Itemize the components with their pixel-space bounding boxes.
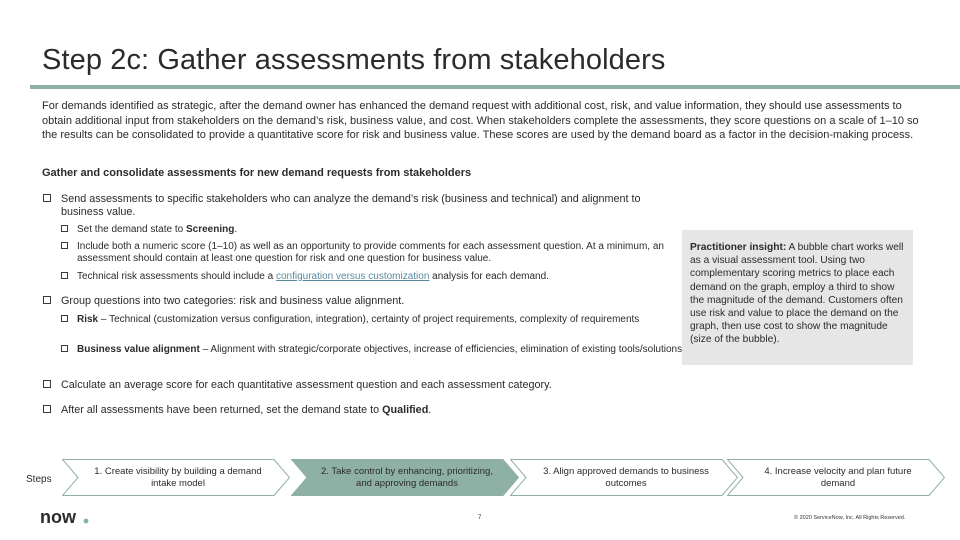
bullet-text xyxy=(43,404,743,417)
step-chevron-3[interactable] xyxy=(510,459,738,496)
step-chevron-2[interactable] xyxy=(291,459,519,496)
bold-state-screening: Screening xyxy=(185,224,235,235)
insight-label: Practitioner insight: xyxy=(690,242,787,253)
logo-wordmark: now xyxy=(40,508,76,526)
text-segment: – Alignment with strategic/corporate objectives, increase of efficiencies, elimination of existing tools/solutions xyxy=(199,344,683,355)
logo-dot xyxy=(84,519,89,524)
text-segment: . xyxy=(234,224,238,235)
checkbox-icon xyxy=(61,345,68,352)
bullet-text: Send assessments to specific stakeholders who can analyze the demand’s risk (business and technical) and alignment to business value. xyxy=(61,193,641,218)
step-label: 3. Align approved demands to business outcomes xyxy=(543,465,709,489)
checkbox-icon xyxy=(43,194,51,202)
slide-title: Step 2c: Gather assessments from stakeholders xyxy=(42,44,666,76)
subbullet-text: Include both a numeric score (1–10) as well as an opportunity to provide comments for each assessment question. At a minimum, an assessment should contain at least one question for risk and one question for business value. xyxy=(77,241,664,264)
step-chevron-4[interactable] xyxy=(727,459,945,496)
subbullet-text xyxy=(61,344,686,356)
config-vs-customization-link[interactable]: configuration versus customization xyxy=(275,271,430,282)
bullet-text: Calculate an average score for each quantitative assessment question and each assessment category. xyxy=(61,379,552,391)
steps-label: Steps xyxy=(26,474,52,485)
subbullet-text xyxy=(61,224,666,236)
bullet-group-questions xyxy=(43,295,673,308)
bold-business-value-label: Business value alignment xyxy=(77,344,200,355)
text-segment: Technical risk assessments should include a xyxy=(77,271,276,282)
subbullet-technical-risk xyxy=(61,271,666,283)
bullet-send-assessments xyxy=(43,193,673,218)
step-label: 4. Increase velocity and plan future demand xyxy=(764,465,912,489)
checkbox-icon xyxy=(61,315,68,322)
section-heading: Gather and consolidate assessments for new demand requests from stakeholders xyxy=(42,167,472,179)
bold-state-qualified: Qualified xyxy=(382,404,429,416)
subbullet-text xyxy=(61,271,666,283)
checkbox-icon xyxy=(43,380,51,388)
practitioner-insight-box xyxy=(682,230,913,365)
subbullet-numeric-score xyxy=(61,241,666,265)
copyright-notice: © 2020 ServiceNow, Inc. All Rights Reserved. xyxy=(794,515,906,521)
text-segment: – Technical (customization versus configuration, integration), certainty of project requirements, complexity of requirements xyxy=(98,314,640,325)
text-segment: After all assessments have been returned, set the demand state to xyxy=(61,404,383,416)
bullet-text: Group questions into two categories: risk and business value alignment. xyxy=(61,295,405,307)
step-label: 2. Take control by enhancing, prioritizing, and approving demands xyxy=(321,465,493,489)
subbullet-risk xyxy=(61,314,646,326)
checkbox-icon xyxy=(61,272,68,279)
intro-paragraph: For demands identified as strategic, after the demand owner has enhanced the demand request with additional cost, risk, and value information, they should use assessments to obtain additional input from stakeholders on the demand’s risk, business value, and cost. When stakeholders complete the assessments, they score questions on a scale of 1–10 so the results can be consolidated to provide a quantitative score for risk and business value. These scores are used by the demand board as a factor in the decision-making process. xyxy=(42,100,919,142)
checkbox-icon xyxy=(43,405,51,413)
text-segment: . xyxy=(428,404,432,416)
page-number: 7 xyxy=(478,515,482,521)
bullet-calculate-average xyxy=(43,379,743,392)
text-segment: Set the demand state to xyxy=(77,224,186,235)
bullet-set-qualified xyxy=(43,404,743,417)
checkbox-icon xyxy=(43,296,51,304)
step-label: 1. Create visibility by building a demand intake model xyxy=(94,465,262,489)
subbullet-screening xyxy=(61,224,666,236)
checkbox-icon xyxy=(61,242,68,249)
servicenow-logo xyxy=(40,508,90,531)
insight-text: A bubble chart works well as a visual assessment tool. Using two complementary scoring metrics to place each demand on the graph, employ a third to show the magnitude of the demand. Customers often use risk and value to place the demand on the graph, then use cost to show the magnitude (size of the bubble). xyxy=(690,242,904,346)
checkbox-icon xyxy=(61,225,68,232)
subbullet-text xyxy=(61,314,646,326)
title-underline-rule xyxy=(30,85,960,89)
bold-risk-label: Risk xyxy=(77,314,99,325)
text-segment: analysis for each demand. xyxy=(429,271,549,282)
now-logo-icon xyxy=(40,508,90,526)
subbullet-business-value xyxy=(61,344,686,356)
step-chevron-1[interactable] xyxy=(62,459,290,496)
